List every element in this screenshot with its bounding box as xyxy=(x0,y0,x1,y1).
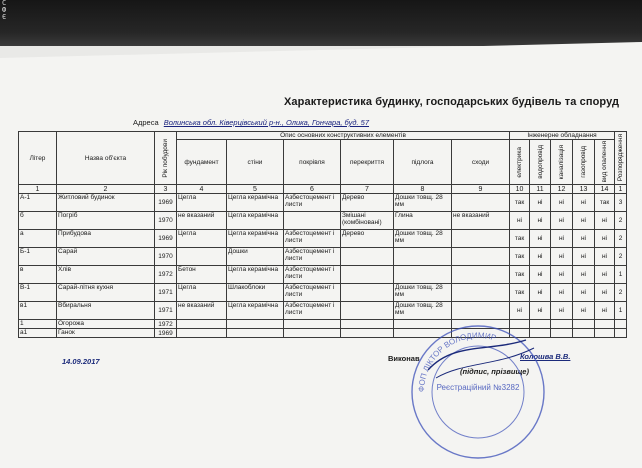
header-water-text: водопровід xyxy=(536,145,544,179)
cell-year: 1969 xyxy=(155,230,177,248)
cell-foundation: не вказаний xyxy=(177,302,227,320)
column-number: 8 xyxy=(394,185,452,194)
header-year-text: Рік побудови xyxy=(162,138,169,178)
stamp-center-text: Реєстраційний №3282 xyxy=(436,383,520,392)
cell-name: Ганок xyxy=(57,329,155,338)
cell-ceiling xyxy=(341,320,394,329)
table-row xyxy=(19,266,627,284)
header-walls: стіни xyxy=(227,140,284,185)
column-number: 6 xyxy=(284,185,341,194)
column-number: 2 xyxy=(57,185,155,194)
table-row xyxy=(19,284,627,302)
cell-stairs xyxy=(452,248,510,266)
cell-name: Прибудова xyxy=(57,230,155,248)
buildings-table xyxy=(18,131,627,338)
cell-gas xyxy=(573,320,595,329)
table-row xyxy=(19,302,627,320)
cell-floor: Дошки товщ. 28 мм xyxy=(394,284,452,302)
cell-water: ні xyxy=(530,230,551,248)
cell-liter: 1 xyxy=(19,320,57,329)
cell-liter: а xyxy=(19,230,57,248)
header-engineering: Інженерне обладнання xyxy=(510,132,615,140)
cell-year: 1969 xyxy=(155,194,177,212)
cell-sewer: ні xyxy=(551,302,573,320)
cell-walls xyxy=(227,329,284,338)
cell-walls: Шлакоблоки xyxy=(227,284,284,302)
cell-year: 1972 xyxy=(155,320,177,329)
column-number: 12 xyxy=(551,185,573,194)
cell-gas: ні xyxy=(573,266,595,284)
header-ceiling: перекриття xyxy=(341,140,394,185)
cell-sewer: ні xyxy=(551,230,573,248)
header-heating-text: вид опалення xyxy=(601,141,608,183)
cell-roof xyxy=(284,320,341,329)
header-name: Назва об'єкта xyxy=(57,132,155,185)
cell-foundation xyxy=(177,248,227,266)
column-number: 14 xyxy=(595,185,615,194)
header-year xyxy=(155,132,177,185)
cell-sewer xyxy=(551,320,573,329)
document-title: Характеристика будинку, господарських будівель та споруд xyxy=(284,96,620,108)
cell-liter: б xyxy=(19,212,57,230)
photo-dark-background xyxy=(0,0,642,46)
executor-label: Виконав xyxy=(388,354,420,363)
cell-electricity: ні xyxy=(510,212,530,230)
table-body xyxy=(19,194,627,338)
signature-scribble xyxy=(436,348,534,378)
cell-walls: Цегла керамічна xyxy=(227,212,284,230)
column-number: 9 xyxy=(452,185,510,194)
cell-ceiling: Змішані (комбіновані) xyxy=(341,212,394,230)
header-stairs: сходи xyxy=(452,140,510,185)
cell-heating: так xyxy=(595,194,615,212)
cell-stairs xyxy=(452,194,510,212)
cell-foundation: не вказаний xyxy=(177,212,227,230)
cell-water: ні xyxy=(530,284,551,302)
column-number: 1 xyxy=(19,185,57,194)
header-structural: Опис основних конструктивних елементів xyxy=(177,132,510,140)
header-water xyxy=(530,140,551,185)
header-heating xyxy=(595,140,615,185)
cell-liter: в1 xyxy=(19,302,57,320)
cell-heating: ні xyxy=(595,266,615,284)
cell-electricity: так xyxy=(510,266,530,284)
cell-walls: Цегла керамічна xyxy=(227,266,284,284)
cell-roof: Азбестоцемент і листи xyxy=(284,302,341,320)
column-number: 7 xyxy=(341,185,394,194)
top-edge-char: Є xyxy=(2,13,7,21)
cell-floor: Дошки товщ. 28 мм xyxy=(394,230,452,248)
header-liter: Літер xyxy=(19,132,57,185)
table-row xyxy=(19,194,627,212)
cell-heating: ні xyxy=(595,212,615,230)
stamp-inner-ring xyxy=(432,346,524,438)
cell-heating xyxy=(595,320,615,329)
cell-year: 1969 xyxy=(155,329,177,338)
cell-roof xyxy=(284,329,341,338)
cell-foundation: Бетон xyxy=(177,266,227,284)
cell-roof: Азбестоцемент і листи xyxy=(284,194,341,212)
cell-extra: 2 xyxy=(615,230,627,248)
cell-gas: ні xyxy=(573,230,595,248)
cell-sewer: ні xyxy=(551,212,573,230)
cell-year: 1971 xyxy=(155,284,177,302)
cell-ceiling xyxy=(341,284,394,302)
cell-extra: 3 xyxy=(615,194,627,212)
cell-extra: 2 xyxy=(615,248,627,266)
cell-ceiling: Дерево xyxy=(341,194,394,212)
top-edge-text xyxy=(0,0,6,21)
column-number: 4 xyxy=(177,185,227,194)
cell-water: ні xyxy=(530,248,551,266)
cell-stairs: не вказаний xyxy=(452,212,510,230)
column-number: 1 xyxy=(615,185,627,194)
cell-name: Погріб xyxy=(57,212,155,230)
cell-walls: Цегла керамічна xyxy=(227,302,284,320)
cell-floor: Дошки товщ. 28 мм xyxy=(394,302,452,320)
column-number-row xyxy=(19,185,627,194)
cell-extra: 1 xyxy=(615,266,627,284)
cell-ceiling xyxy=(341,329,394,338)
cell-water: ні xyxy=(530,266,551,284)
header-gas xyxy=(573,140,595,185)
top-edge-char: Ф xyxy=(2,6,7,14)
table-row xyxy=(19,230,627,248)
address-line xyxy=(133,118,369,127)
header-sewer xyxy=(551,140,573,185)
cell-foundation: Цегла xyxy=(177,194,227,212)
header-extra-text: Розпорядження xyxy=(617,134,624,182)
table-row xyxy=(19,248,627,266)
column-number: 3 xyxy=(155,185,177,194)
cell-ceiling xyxy=(341,302,394,320)
column-number: 11 xyxy=(530,185,551,194)
signature-caption: (підпис, прізвище) xyxy=(460,367,529,376)
cell-heating xyxy=(595,329,615,338)
executor-name: Колошва В.В. xyxy=(520,352,571,361)
cell-year: 1970 xyxy=(155,248,177,266)
cell-ceiling xyxy=(341,266,394,284)
cell-gas: ні xyxy=(573,248,595,266)
cell-floor xyxy=(394,248,452,266)
cell-floor: Глина xyxy=(394,212,452,230)
header-foundation: фундамент xyxy=(177,140,227,185)
cell-gas xyxy=(573,329,595,338)
cell-sewer: ні xyxy=(551,284,573,302)
registration-stamp xyxy=(408,322,548,462)
cell-foundation: Цегла xyxy=(177,230,227,248)
column-number: 13 xyxy=(573,185,595,194)
cell-liter: А-1 xyxy=(19,194,57,212)
cell-stairs xyxy=(452,302,510,320)
cell-name: Сарай xyxy=(57,248,155,266)
cell-sewer xyxy=(551,329,573,338)
cell-heating: ні xyxy=(595,302,615,320)
cell-extra xyxy=(615,329,627,338)
header-sewer-text: каналізація xyxy=(558,144,565,180)
header-roof: покрівля xyxy=(284,140,341,185)
cell-gas: ні xyxy=(573,302,595,320)
cell-roof xyxy=(284,212,341,230)
cell-walls: Дошки xyxy=(227,248,284,266)
cell-ceiling xyxy=(341,248,394,266)
cell-water: ні xyxy=(530,212,551,230)
cell-sewer: ні xyxy=(551,248,573,266)
cell-name: Огорожа xyxy=(57,320,155,329)
cell-liter: в xyxy=(19,266,57,284)
column-number: 5 xyxy=(227,185,284,194)
cell-stairs xyxy=(452,266,510,284)
header-electricity-text: електрика xyxy=(516,146,523,178)
cell-extra: 2 xyxy=(615,212,627,230)
cell-extra xyxy=(615,320,627,329)
cell-stairs xyxy=(452,284,510,302)
cell-water: ні xyxy=(530,302,551,320)
address-value: Волинська обл. Ківерцівський р-н., Олика, Гончара, буд. 57 xyxy=(163,118,370,127)
cell-name: Сарай-літня кухня xyxy=(57,284,155,302)
top-edge-char: С xyxy=(2,0,7,7)
address-label: Адреса xyxy=(133,118,159,127)
cell-water: ні xyxy=(530,194,551,212)
cell-heating: ні xyxy=(595,230,615,248)
cell-year: 1972 xyxy=(155,266,177,284)
cell-liter: В-1 xyxy=(19,284,57,302)
cell-sewer: ні xyxy=(551,194,573,212)
cell-gas: ні xyxy=(573,284,595,302)
cell-walls: Цегла керамічна xyxy=(227,194,284,212)
cell-foundation xyxy=(177,320,227,329)
cell-roof: Азбестоцемент і листи xyxy=(284,248,341,266)
cell-extra: 1 xyxy=(615,302,627,320)
cell-electricity: так xyxy=(510,194,530,212)
cell-name: Хлів xyxy=(57,266,155,284)
column-number: 10 xyxy=(510,185,530,194)
cell-heating: ні xyxy=(595,284,615,302)
header-electricity xyxy=(510,140,530,185)
cell-electricity: так xyxy=(510,248,530,266)
cell-year: 1971 xyxy=(155,302,177,320)
header-gas-text: газопровід xyxy=(580,146,587,178)
stamp-ring-text: ФОП ЛІКТОР ВОЛОДИМИР xyxy=(416,330,498,393)
cell-electricity: ні xyxy=(510,302,530,320)
cell-foundation: Цегла xyxy=(177,284,227,302)
cell-roof: Азбестоцемент і листи xyxy=(284,230,341,248)
cell-electricity: так xyxy=(510,284,530,302)
header-floor: підлога xyxy=(394,140,452,185)
cell-gas: ні xyxy=(573,212,595,230)
cell-gas: ні xyxy=(573,194,595,212)
cell-ceiling: Дерево xyxy=(341,230,394,248)
header-extra xyxy=(615,132,627,185)
table-row xyxy=(19,212,627,230)
cell-sewer: ні xyxy=(551,266,573,284)
cell-walls: Цегла керамічна xyxy=(227,230,284,248)
cell-year: 1970 xyxy=(155,212,177,230)
cell-roof: Азбестоцемент і листи xyxy=(284,284,341,302)
cell-heating: ні xyxy=(595,248,615,266)
cell-stairs xyxy=(452,230,510,248)
cell-name: Житловий будинок xyxy=(57,194,155,212)
cell-liter: Б-1 xyxy=(19,248,57,266)
cell-floor: Дошки товщ. 28 мм xyxy=(394,194,452,212)
cell-floor xyxy=(394,266,452,284)
document-date: 14.09.2017 xyxy=(62,357,100,366)
cell-electricity: так xyxy=(510,230,530,248)
cell-roof: Азбестоцемент і листи xyxy=(284,266,341,284)
cell-foundation xyxy=(177,329,227,338)
cell-liter: а1 xyxy=(19,329,57,338)
cell-name: Вбиральня xyxy=(57,302,155,320)
cell-walls xyxy=(227,320,284,329)
cell-extra: 2 xyxy=(615,284,627,302)
